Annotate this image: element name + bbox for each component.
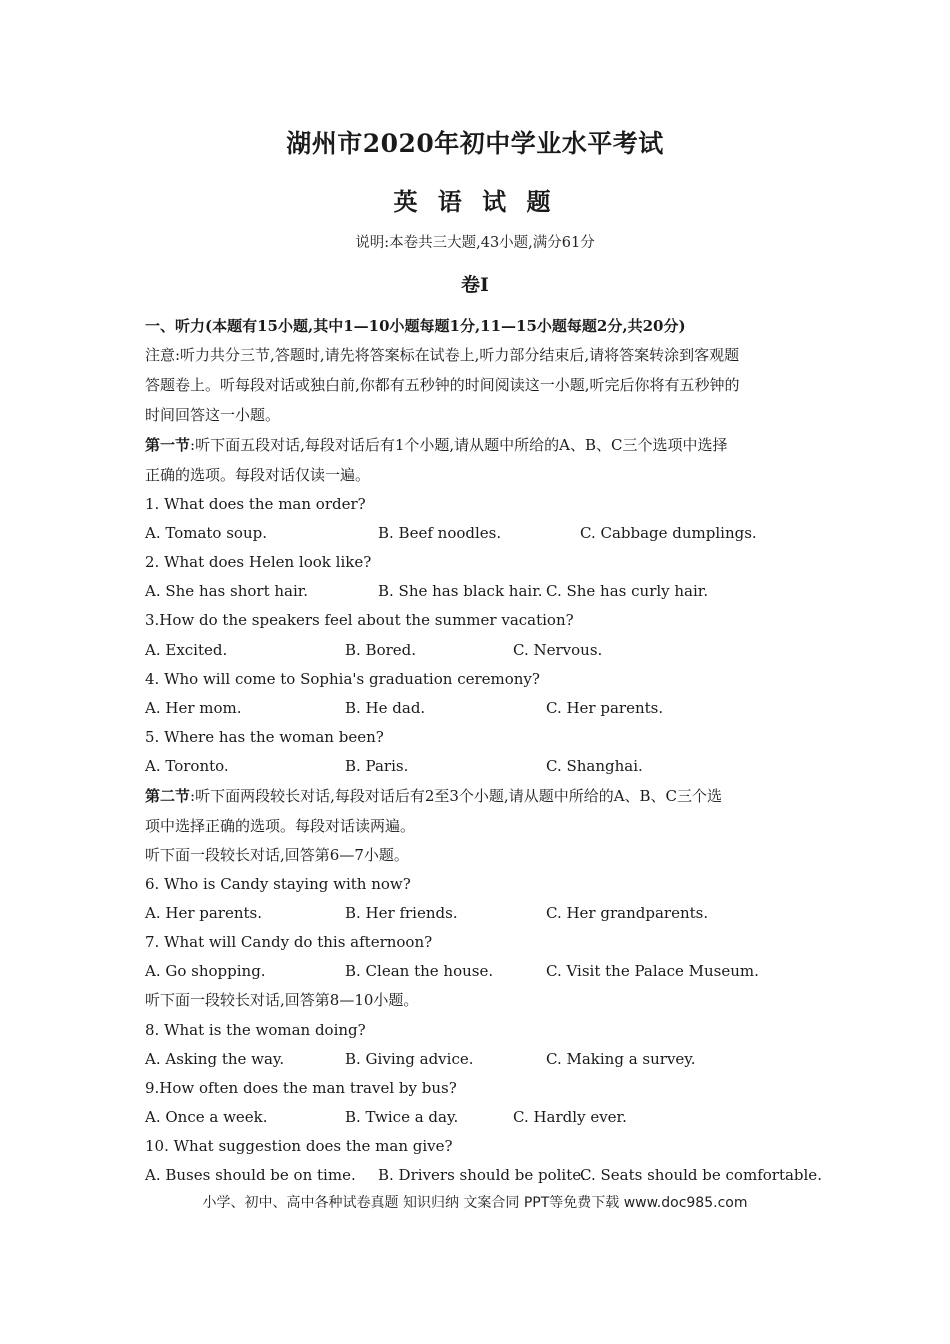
q5-option-b: B. Paris. (345, 757, 409, 775)
q2-option-b: B. She has black hair. (378, 582, 543, 600)
exam-note: 说明:本卷共三大题,43小题,满分61分 (355, 235, 595, 251)
dialog2-intro: 听下面一段较长对话,回答第8—10小题。 (145, 991, 419, 1009)
question-3: 3.How do the speakers feel about the summer vacation? (145, 611, 574, 629)
question-8: 8. What is the woman doing? (145, 1021, 366, 1039)
volume-label: 卷I (461, 274, 489, 296)
q6-option-c: C. Her grandparents. (546, 904, 709, 922)
q4-option-a: A. Her mom. (145, 699, 242, 717)
q4-option-b: B. He dad. (345, 699, 426, 717)
part1-label: 第一节 (145, 436, 191, 454)
q7-option-a: A. Go shopping. (145, 962, 266, 980)
q10-option-a: A. Buses should be on time. (145, 1166, 356, 1184)
part1-text: :听下面五段对话,每段对话后有1个小题,请从题中所给的A、B、C三个选项中选择 (190, 436, 728, 454)
part2-text: :听下面两段较长对话,每段对话后有2至3个小题,请从题中所给的A、B、C三个选 (190, 787, 723, 805)
q3-option-a: A. Excited. (145, 641, 228, 659)
q1-option-a: A. Tomato soup. (145, 524, 267, 542)
q4-option-c: C. Her parents. (546, 699, 664, 717)
q3-option-b: B. Bored. (345, 641, 417, 659)
q2-option-a: A. She has short hair. (145, 582, 309, 600)
question-7: 7. What will Candy do this afternoon? (145, 933, 433, 951)
q1-option-c: C. Cabbage dumplings. (580, 524, 757, 542)
notice-line-2: 答题卷上。听每段对话或独白前,你都有五秒钟的时间阅读这一小题,听完后你将有五秒钟的 (145, 376, 740, 394)
question-4: 4. Who will come to Sophia's graduation ceremony? (145, 670, 540, 688)
q8-option-c: C. Making a survey. (546, 1050, 696, 1068)
q9-option-b: B. Twice a day. (345, 1108, 459, 1126)
part1-instruction-line-1 (145, 435, 728, 455)
dialog1-intro: 听下面一段较长对话,回答第6—7小题。 (145, 846, 409, 864)
q10-option-b: B. Drivers should be polite. (378, 1166, 586, 1184)
part2-instruction-line-2: 项中选择正确的选项。每段对话读两遍。 (145, 817, 416, 835)
question-6: 6. Who is Candy staying with now? (145, 875, 411, 893)
notice-line-3: 时间回答这一小题。 (145, 406, 281, 424)
question-5: 5. Where has the woman been? (145, 728, 384, 746)
page-footer: 小学、初中、高中各种试卷真题 知识归纳 文案合同 PPT等免费下载 www.doc985.com (202, 1195, 748, 1211)
part2-label: 第二节 (145, 787, 191, 805)
question-2: 2. What does Helen look like? (145, 553, 372, 571)
notice-line-1: 注意:听力共分三节,答题时,请先将答案标在试卷上,听力部分结束后,请将答案转涂到客观题 (145, 346, 740, 364)
q7-option-c: C. Visit the Palace Museum. (546, 962, 759, 980)
q3-option-c: C. Nervous. (513, 641, 603, 659)
question-10: 10. What suggestion does the man give? (145, 1137, 453, 1155)
section-heading: 一、听力(本题有15小题,其中1—10小题每题1分,11—15小题每题2分,共20分) (145, 317, 686, 335)
q5-option-a: A. Toronto. (145, 757, 229, 775)
q7-option-b: B. Clean the house. (345, 962, 494, 980)
exam-title: 湖州市2020年初中学业水平考试 (286, 129, 664, 158)
q8-option-b: B. Giving advice. (345, 1050, 474, 1068)
q2-option-c: C. She has curly hair. (546, 582, 709, 600)
q9-option-a: A. Once a week. (145, 1108, 268, 1126)
question-1: 1. What does the man order? (145, 495, 366, 513)
question-9: 9.How often does the man travel by bus? (145, 1079, 457, 1097)
q5-option-c: C. Shanghai. (546, 757, 643, 775)
q8-option-a: A. Asking the way. (145, 1050, 285, 1068)
q1-option-b: B. Beef noodles. (378, 524, 502, 542)
part2-instruction-line-1 (145, 786, 722, 806)
subject-title: 英 语 试 题 (393, 187, 557, 216)
q6-option-a: A. Her parents. (145, 904, 263, 922)
part1-instruction-line-2: 正确的选项。每段对话仅读一遍。 (145, 466, 371, 484)
q10-option-c: C. Seats should be comfortable. (580, 1166, 822, 1184)
q9-option-c: C. Hardly ever. (513, 1108, 627, 1126)
q6-option-b: B. Her friends. (345, 904, 458, 922)
